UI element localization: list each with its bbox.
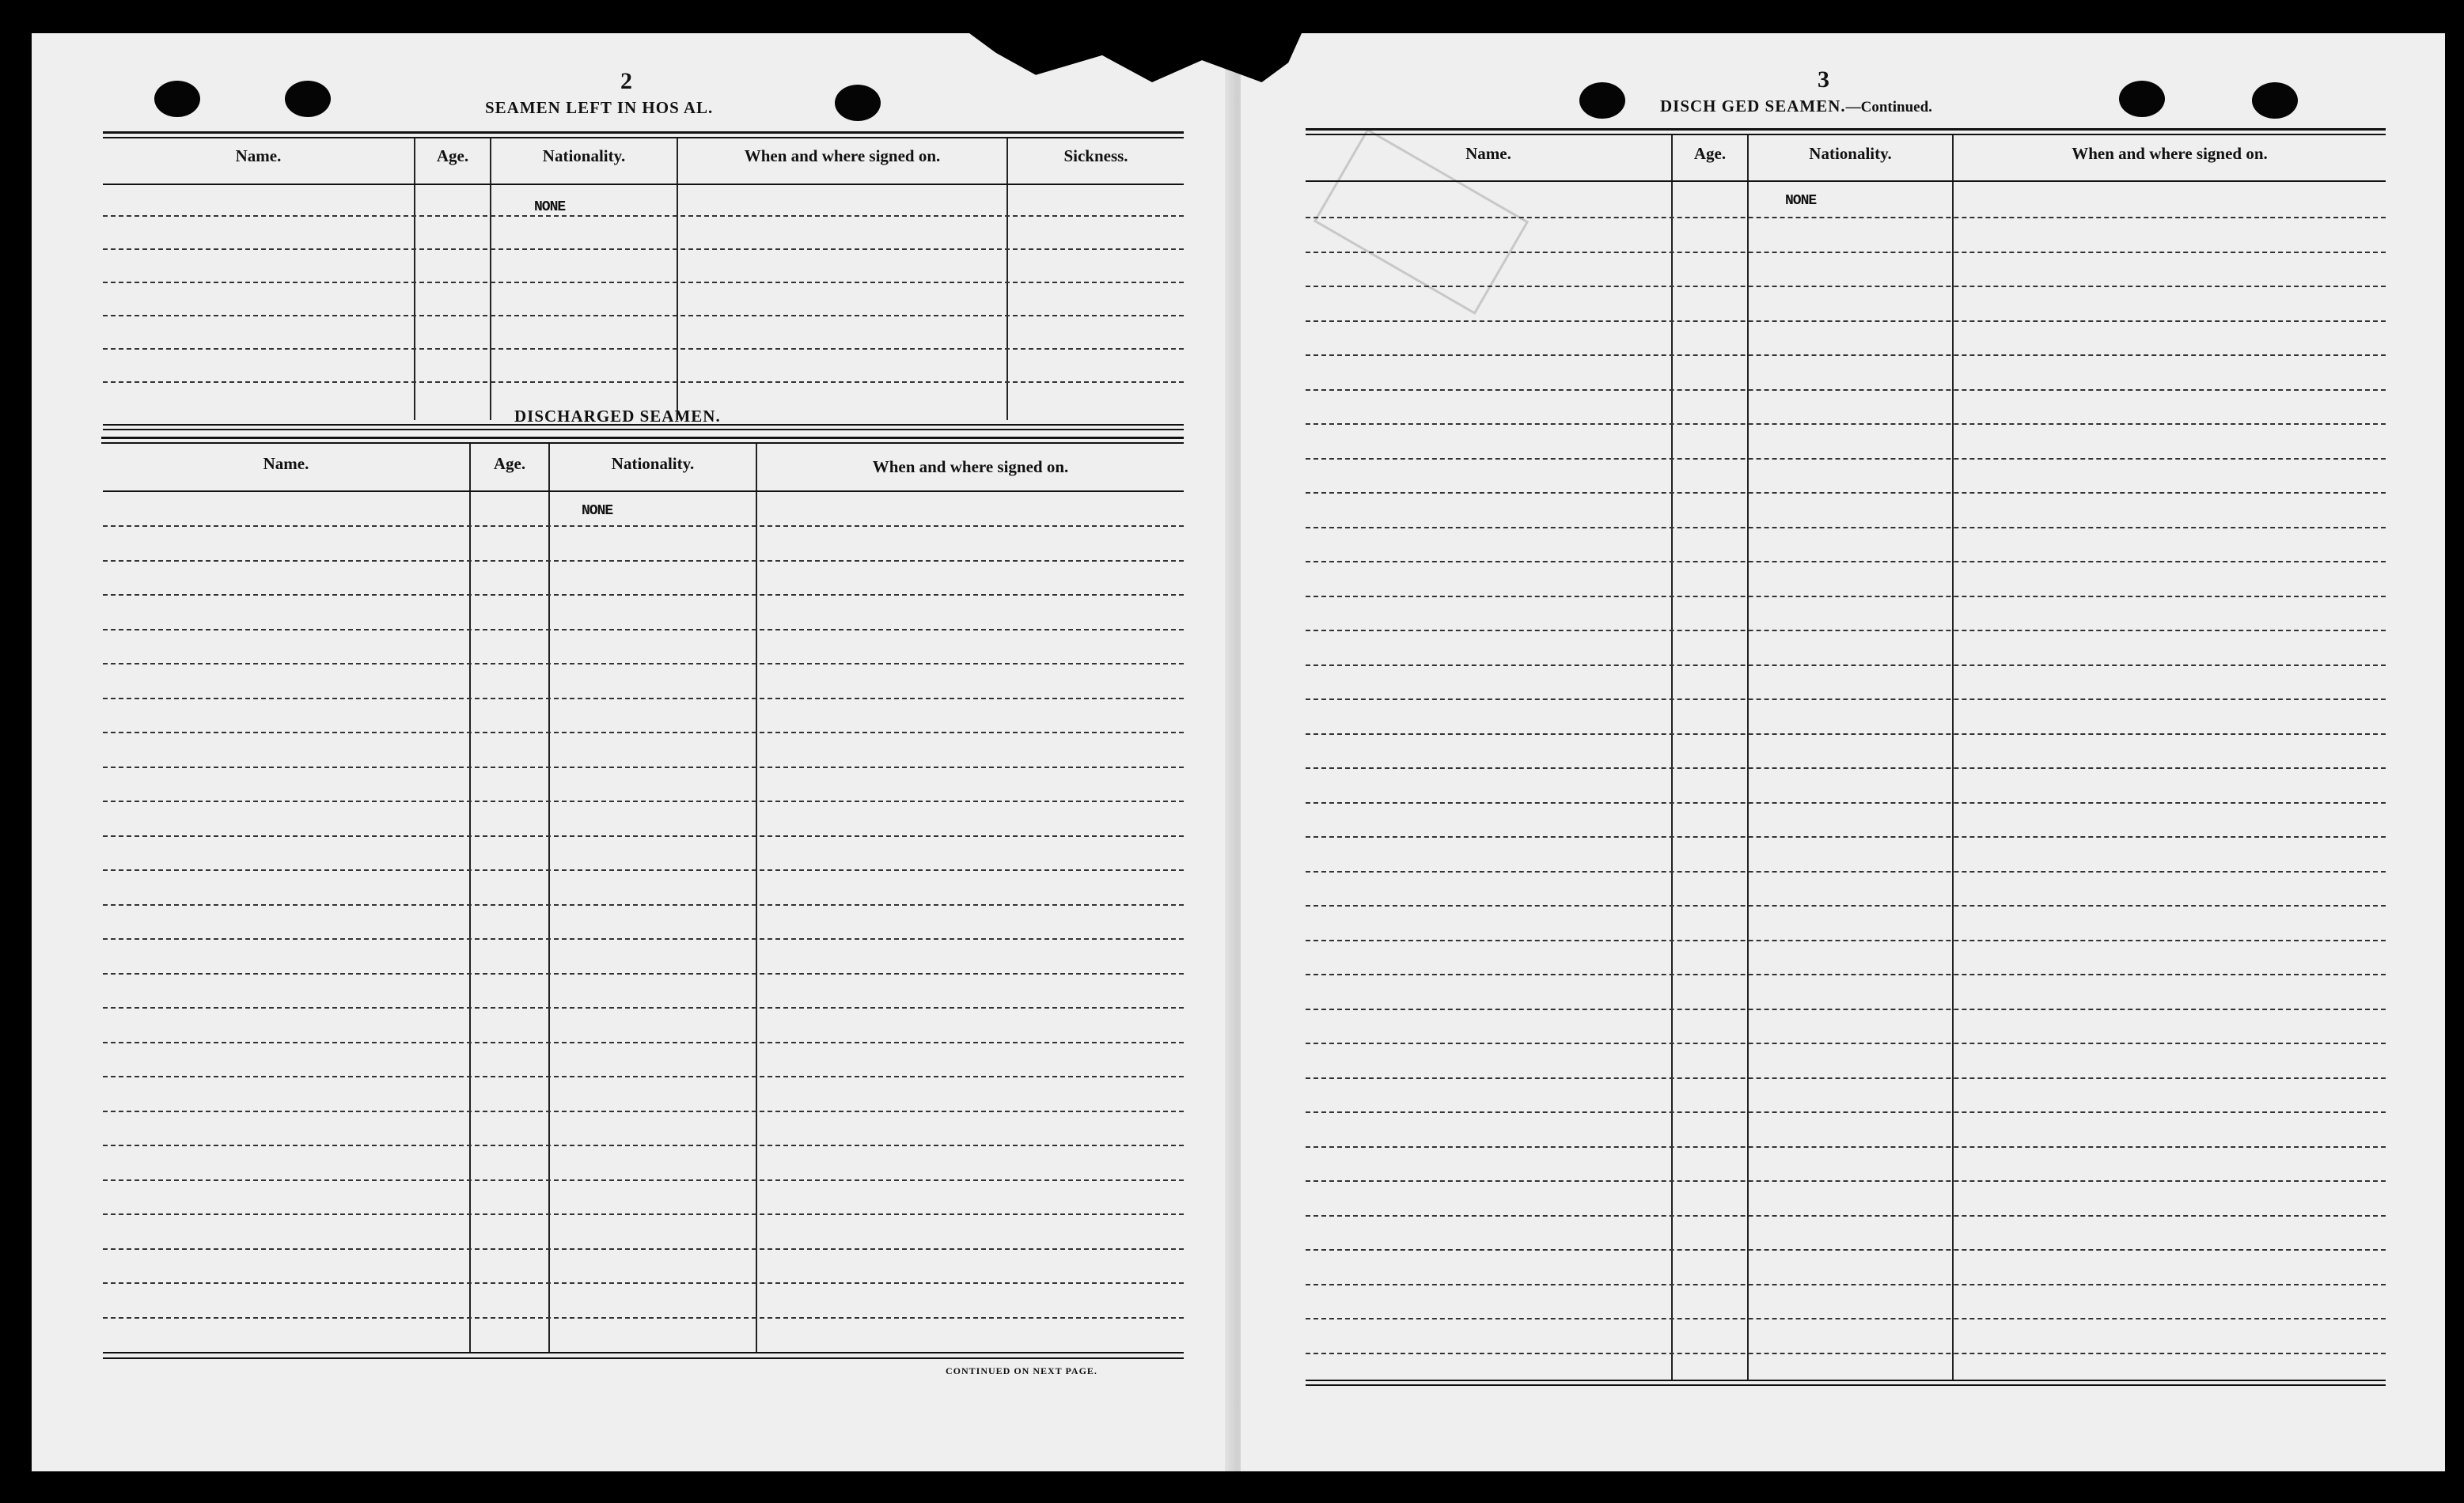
entry-line — [1306, 905, 2386, 907]
column-header-when-where-signed-on: When and where signed on. — [744, 146, 941, 165]
column-divider — [756, 444, 757, 1353]
title-continued: —Continued. — [1845, 99, 1932, 115]
entry-line — [103, 1076, 1184, 1077]
entry-line — [1306, 1284, 2386, 1285]
table-top-rule — [1306, 128, 2386, 131]
entry-line — [1306, 802, 2386, 804]
entry-line — [1306, 492, 2386, 494]
column-header-age: Age. — [1693, 144, 1727, 163]
right-page — [1241, 33, 2445, 1471]
entry-line — [1306, 940, 2386, 941]
entry-line — [1306, 1043, 2386, 1044]
entry-line — [103, 1145, 1184, 1146]
entry-line — [1306, 1009, 2386, 1010]
entry-line — [103, 869, 1184, 871]
column-header-name: Name. — [1465, 144, 1511, 163]
entry-line — [103, 801, 1184, 802]
entry-line — [103, 215, 1184, 217]
entry-line — [103, 248, 1184, 250]
table-bottom-rule — [103, 429, 1184, 430]
entry-line — [103, 1111, 1184, 1112]
column-divider — [548, 444, 550, 1353]
entry-line — [103, 663, 1184, 664]
column-header-when-where-signed-on: When and where signed on. — [2072, 144, 2268, 163]
entry-line — [103, 629, 1184, 630]
entry-line — [1306, 836, 2386, 838]
entry-line — [103, 594, 1184, 596]
punch-hole — [835, 85, 881, 121]
punch-hole — [154, 81, 200, 117]
section-title-seamen-left-in-hospital: SEAMEN LEFT IN HOS AL. — [485, 98, 714, 117]
column-divider — [1952, 135, 1954, 1381]
entry-line — [1306, 1111, 2386, 1113]
table-bottom-rule — [1306, 1380, 2386, 1381]
entry-line — [1306, 423, 2386, 425]
entry-line — [103, 698, 1184, 699]
entry-line — [1306, 733, 2386, 735]
entry-line — [1306, 252, 2386, 253]
table-bottom-rule — [103, 1352, 1184, 1353]
column-header-name: Name. — [263, 454, 309, 473]
column-divider — [1671, 135, 1673, 1381]
table-bottom-rule — [1306, 1384, 2386, 1386]
entry-line — [103, 732, 1184, 733]
punch-hole — [2119, 81, 2165, 117]
page-number: 2 — [620, 68, 632, 94]
column-header-sickness: Sickness. — [1063, 146, 1128, 165]
entry-line — [103, 938, 1184, 940]
entry-line — [1306, 458, 2386, 460]
entry-line — [103, 835, 1184, 837]
entry-line — [1306, 320, 2386, 322]
entry-line — [103, 1042, 1184, 1043]
column-header-nationality: Nationality. — [611, 454, 695, 473]
entry-line — [103, 525, 1184, 527]
column-header-when-where-signed-on: When and where signed on. — [872, 457, 1069, 476]
entry-line — [103, 1317, 1184, 1319]
continued-note: CONTINUED ON NEXT PAGE. — [946, 1365, 1097, 1376]
punch-hole — [1579, 82, 1625, 119]
entry-line — [103, 973, 1184, 975]
entry-line — [103, 282, 1184, 283]
section-title-discharged-seamen: DISCHARGED SEAMEN. — [514, 407, 721, 426]
entry-line — [1306, 286, 2386, 287]
title-main: DISCH GED SEAMEN. — [1660, 97, 1846, 115]
entry-line — [103, 1007, 1184, 1009]
entry-line — [103, 1213, 1184, 1215]
entry-line — [1306, 217, 2386, 218]
entry-line — [1306, 527, 2386, 528]
entry-line — [1306, 974, 2386, 975]
column-header-age: Age. — [493, 454, 526, 473]
table-top-rule — [1306, 134, 2386, 135]
entry-line — [1306, 1077, 2386, 1079]
table-top-rule — [101, 442, 1184, 444]
entry-line — [1306, 1249, 2386, 1251]
nationality-entry: NONE — [534, 199, 566, 215]
entry-line — [103, 315, 1184, 316]
left-page — [32, 33, 1239, 1471]
column-divider — [469, 444, 471, 1353]
entry-line — [103, 348, 1184, 350]
entry-line — [1306, 698, 2386, 700]
entry-line — [1306, 1215, 2386, 1217]
entry-line — [103, 560, 1184, 562]
table-top-rule — [103, 131, 1184, 134]
entry-line — [103, 1282, 1184, 1284]
column-header-name: Name. — [235, 146, 282, 165]
punch-hole — [2252, 82, 2298, 119]
page-number: 3 — [1818, 66, 1829, 93]
entry-line — [1306, 1353, 2386, 1354]
entry-line — [1306, 767, 2386, 769]
column-divider — [677, 138, 678, 420]
table-top-rule — [103, 137, 1184, 138]
entry-line — [103, 381, 1184, 383]
entry-line — [1306, 871, 2386, 873]
nationality-entry: NONE — [1785, 193, 1817, 209]
entry-line — [103, 904, 1184, 906]
column-divider — [414, 138, 415, 420]
punch-hole — [285, 81, 331, 117]
table-top-rule — [101, 437, 1184, 439]
column-header-age: Age. — [436, 146, 469, 165]
entry-line — [103, 1179, 1184, 1181]
entry-line — [1306, 1146, 2386, 1148]
entry-line — [1306, 389, 2386, 391]
entry-line — [1306, 596, 2386, 597]
column-header-nationality: Nationality. — [1809, 144, 1892, 163]
nationality-entry: NONE — [582, 503, 613, 519]
entry-line — [1306, 1180, 2386, 1182]
column-divider — [490, 138, 491, 420]
column-divider — [1747, 135, 1749, 1381]
table-bottom-rule — [103, 1357, 1184, 1359]
entry-line — [1306, 1318, 2386, 1319]
header-rule — [1306, 180, 2386, 182]
section-title-discharged-seamen-continued — [1660, 97, 1932, 116]
entry-line — [1306, 354, 2386, 356]
entry-line — [1306, 561, 2386, 562]
header-rule — [103, 184, 1184, 185]
entry-line — [103, 1248, 1184, 1250]
entry-line — [103, 767, 1184, 768]
entry-line — [1306, 664, 2386, 666]
entry-line — [1306, 630, 2386, 631]
header-rule — [103, 490, 1184, 492]
column-divider — [1006, 138, 1008, 420]
column-header-nationality: Nationality. — [542, 146, 626, 165]
